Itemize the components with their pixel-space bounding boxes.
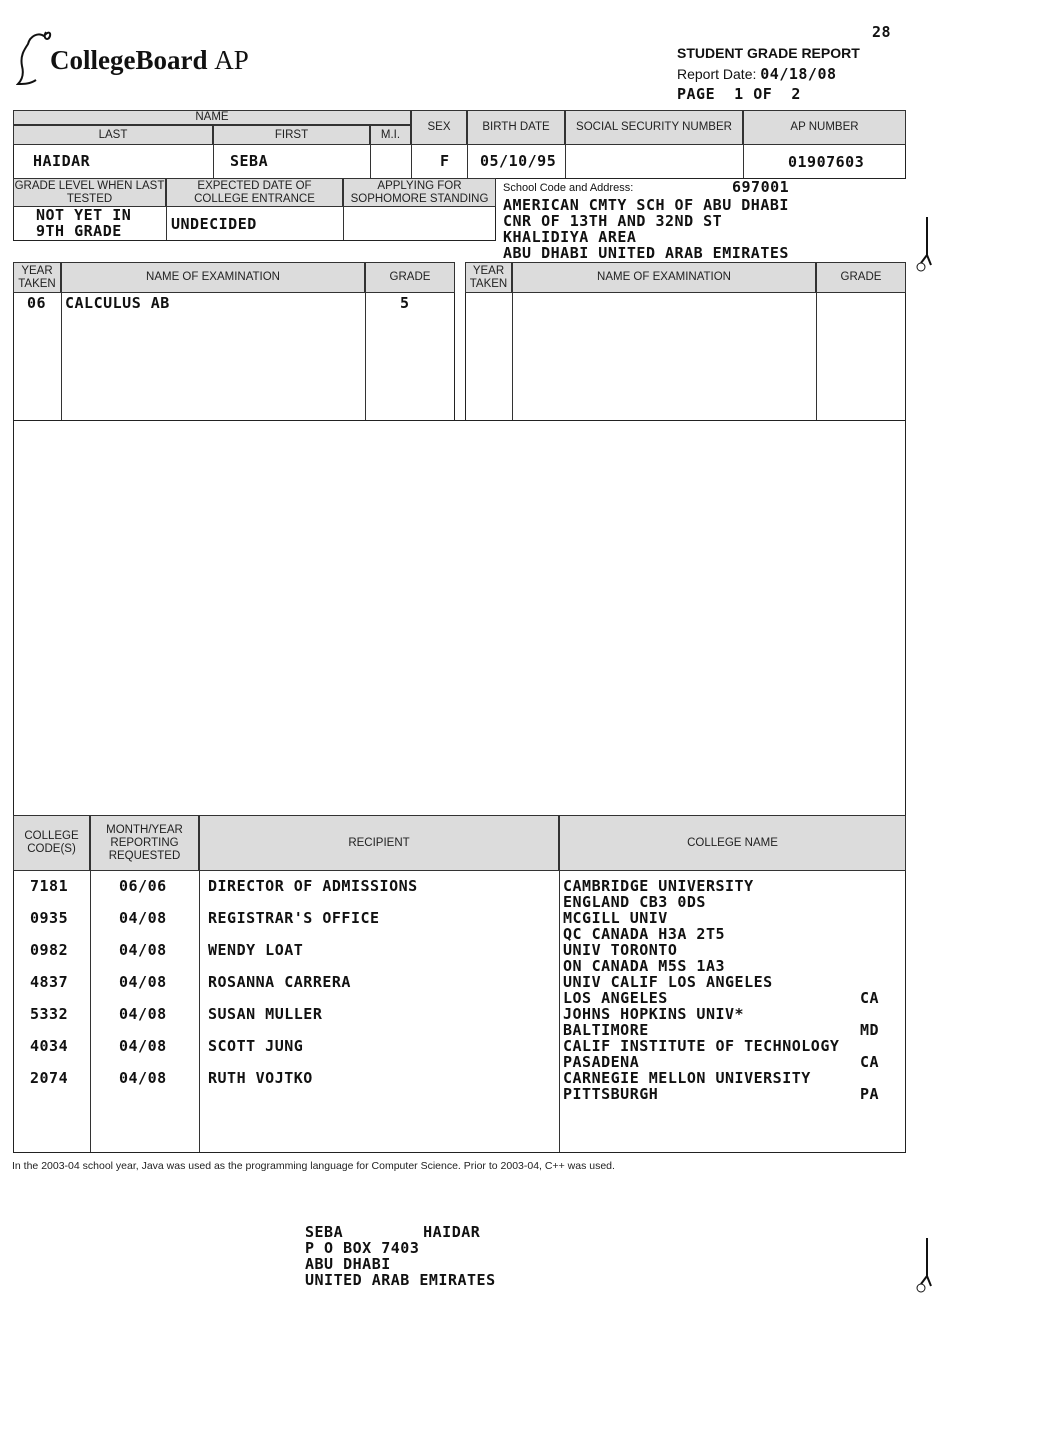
recipient-name: SUSAN MULLER bbox=[208, 1005, 323, 1023]
college-code: 0935 bbox=[30, 909, 69, 927]
recipient-name: ROSANNA CARRERA bbox=[208, 973, 351, 991]
mailing-last-name: HAIDAR bbox=[423, 1223, 481, 1241]
college-name: JOHNS HOPKINS UNIV* bbox=[563, 1005, 745, 1023]
school-address-line: CNR OF 13TH AND 32ND ST bbox=[503, 212, 723, 230]
college-state: CA bbox=[860, 1053, 880, 1071]
month-year-header: MONTH/YEAR REPORTING REQUESTED bbox=[90, 815, 199, 871]
logo-suffix: AP bbox=[214, 45, 249, 75]
birth-date-header: BIRTH DATE bbox=[467, 110, 565, 145]
year-taken-header: YEAR TAKEN bbox=[465, 262, 512, 293]
college-location: PITTSBURGH bbox=[563, 1085, 659, 1103]
exam-year: 06 bbox=[27, 294, 47, 312]
college-name: CALIF INSTITUTE OF TECHNOLOGY bbox=[563, 1037, 840, 1055]
expected-date-header: EXPECTED DATE OF COLLEGE ENTRANCE bbox=[166, 178, 343, 207]
college-location: ON CANADA M5S 1A3 bbox=[563, 957, 726, 975]
mailing-address bbox=[305, 1224, 496, 1288]
grade-header: GRADE bbox=[816, 262, 906, 293]
mi-header: M.I. bbox=[370, 125, 411, 145]
footnote: In the 2003-04 school year, Java was used as the programming language for Computer Science. Prior to 2003-04, C++ was used. bbox=[12, 1160, 615, 1172]
page-number: 28 bbox=[872, 23, 892, 41]
report-date-requested: 04/08 bbox=[119, 909, 167, 927]
report-date-requested: 04/08 bbox=[119, 973, 167, 991]
report-date-requested: 04/08 bbox=[119, 941, 167, 959]
recipient-name: WENDY LOAT bbox=[208, 941, 304, 959]
college-code: 4837 bbox=[30, 973, 69, 991]
name-header: NAME bbox=[13, 110, 411, 125]
college-location: LOS ANGELES bbox=[563, 989, 668, 1007]
recipient-name: RUTH VOJTKO bbox=[208, 1069, 313, 1087]
scissors-cut-icon bbox=[915, 1236, 937, 1294]
report-date-value: 04/18/08 bbox=[760, 65, 837, 83]
grade-level-line-2: 9TH GRADE bbox=[36, 222, 122, 240]
college-name: UNIV TORONTO bbox=[563, 941, 678, 959]
ap-number-header: AP NUMBER bbox=[743, 110, 906, 145]
school-address bbox=[503, 197, 789, 261]
college-state: PA bbox=[860, 1085, 880, 1103]
college-name: CAMBRIDGE UNIVERSITY bbox=[563, 877, 754, 895]
logo-name: CollegeBoard bbox=[50, 45, 208, 75]
sex-value: F bbox=[440, 152, 450, 170]
grade-level-value bbox=[36, 207, 131, 239]
college-location: PASADENA bbox=[563, 1053, 640, 1071]
school-address-line: KHALIDIYA AREA bbox=[503, 228, 637, 246]
sophomore-header: APPLYING FOR SOPHOMORE STANDING bbox=[343, 178, 496, 207]
college-state: CA bbox=[860, 989, 880, 1007]
expected-date-value: UNDECIDED bbox=[171, 215, 257, 233]
school-code: 697001 bbox=[732, 178, 790, 196]
first-name: SEBA bbox=[230, 152, 269, 170]
report-date-label: Report Date: bbox=[677, 66, 757, 82]
blank-section bbox=[13, 420, 906, 816]
recipient-name: DIRECTOR OF ADMISSIONS bbox=[208, 877, 418, 895]
logo-text bbox=[50, 45, 249, 76]
college-code: 5332 bbox=[30, 1005, 69, 1023]
college-code: 7181 bbox=[30, 877, 69, 895]
college-location: ENGLAND CB3 0DS bbox=[563, 893, 706, 911]
grade-level-line-1: NOT YET IN bbox=[36, 206, 132, 224]
recipient-name: SCOTT JUNG bbox=[208, 1037, 304, 1055]
exam-name-header: NAME OF EXAMINATION bbox=[61, 262, 365, 293]
ap-number-value: 01907603 bbox=[788, 153, 865, 171]
ssn-header: SOCIAL SECURITY NUMBER bbox=[565, 110, 743, 145]
college-location: BALTIMORE bbox=[563, 1021, 649, 1039]
last-name: HAIDAR bbox=[33, 152, 91, 170]
exam-grade: 5 bbox=[400, 294, 410, 312]
recipient-header: RECIPIENT bbox=[199, 815, 559, 871]
mailing-first-name: SEBA bbox=[305, 1223, 344, 1241]
page-indicator: PAGE 1 OF 2 bbox=[677, 85, 801, 103]
college-code-header: COLLEGE CODE(S) bbox=[13, 815, 90, 871]
first-header: FIRST bbox=[213, 125, 370, 145]
college-state: MD bbox=[860, 1021, 880, 1039]
last-header: LAST bbox=[13, 125, 213, 145]
report-date-requested: 04/08 bbox=[119, 1005, 167, 1023]
grade-header: GRADE bbox=[365, 262, 455, 293]
sex-header: SEX bbox=[411, 110, 467, 145]
grade-level-header: GRADE LEVEL WHEN LAST TESTED bbox=[13, 178, 166, 207]
year-taken-header: YEAR TAKEN bbox=[13, 262, 61, 293]
college-name: MCGILL UNIV bbox=[563, 909, 668, 927]
college-location: QC CANADA H3A 2T5 bbox=[563, 925, 726, 943]
college-code: 4034 bbox=[30, 1037, 69, 1055]
college-name: CARNEGIE MELLON UNIVERSITY bbox=[563, 1069, 811, 1087]
school-address-line: AMERICAN CMTY SCH OF ABU DHABI bbox=[503, 196, 789, 214]
college-name: UNIV CALIF LOS ANGELES bbox=[563, 973, 773, 991]
college-code: 0982 bbox=[30, 941, 69, 959]
report-date-requested: 04/08 bbox=[119, 1069, 167, 1087]
mailing-line: P O BOX 7403 bbox=[305, 1239, 420, 1257]
mailing-line: UNITED ARAB EMIRATES bbox=[305, 1271, 496, 1289]
report-date-requested: 04/08 bbox=[119, 1037, 167, 1055]
report-date-requested: 06/06 bbox=[119, 877, 167, 895]
report-date bbox=[677, 66, 837, 82]
college-code: 2074 bbox=[30, 1069, 69, 1087]
school-code-label: School Code and Address: bbox=[503, 182, 634, 194]
recipient-name: REGISTRAR'S OFFICE bbox=[208, 909, 380, 927]
college-name-header: COLLEGE NAME bbox=[559, 815, 906, 871]
scissors-cut-icon bbox=[915, 215, 937, 273]
exam-name: CALCULUS AB bbox=[65, 294, 170, 312]
school-address-line: ABU DHABI UNITED ARAB EMIRATES bbox=[503, 244, 789, 262]
exam-name-header: NAME OF EXAMINATION bbox=[512, 262, 816, 293]
report-title: STUDENT GRADE REPORT bbox=[677, 45, 860, 61]
birth-date-value: 05/10/95 bbox=[480, 152, 557, 170]
mailing-line: ABU DHABI bbox=[305, 1255, 391, 1273]
